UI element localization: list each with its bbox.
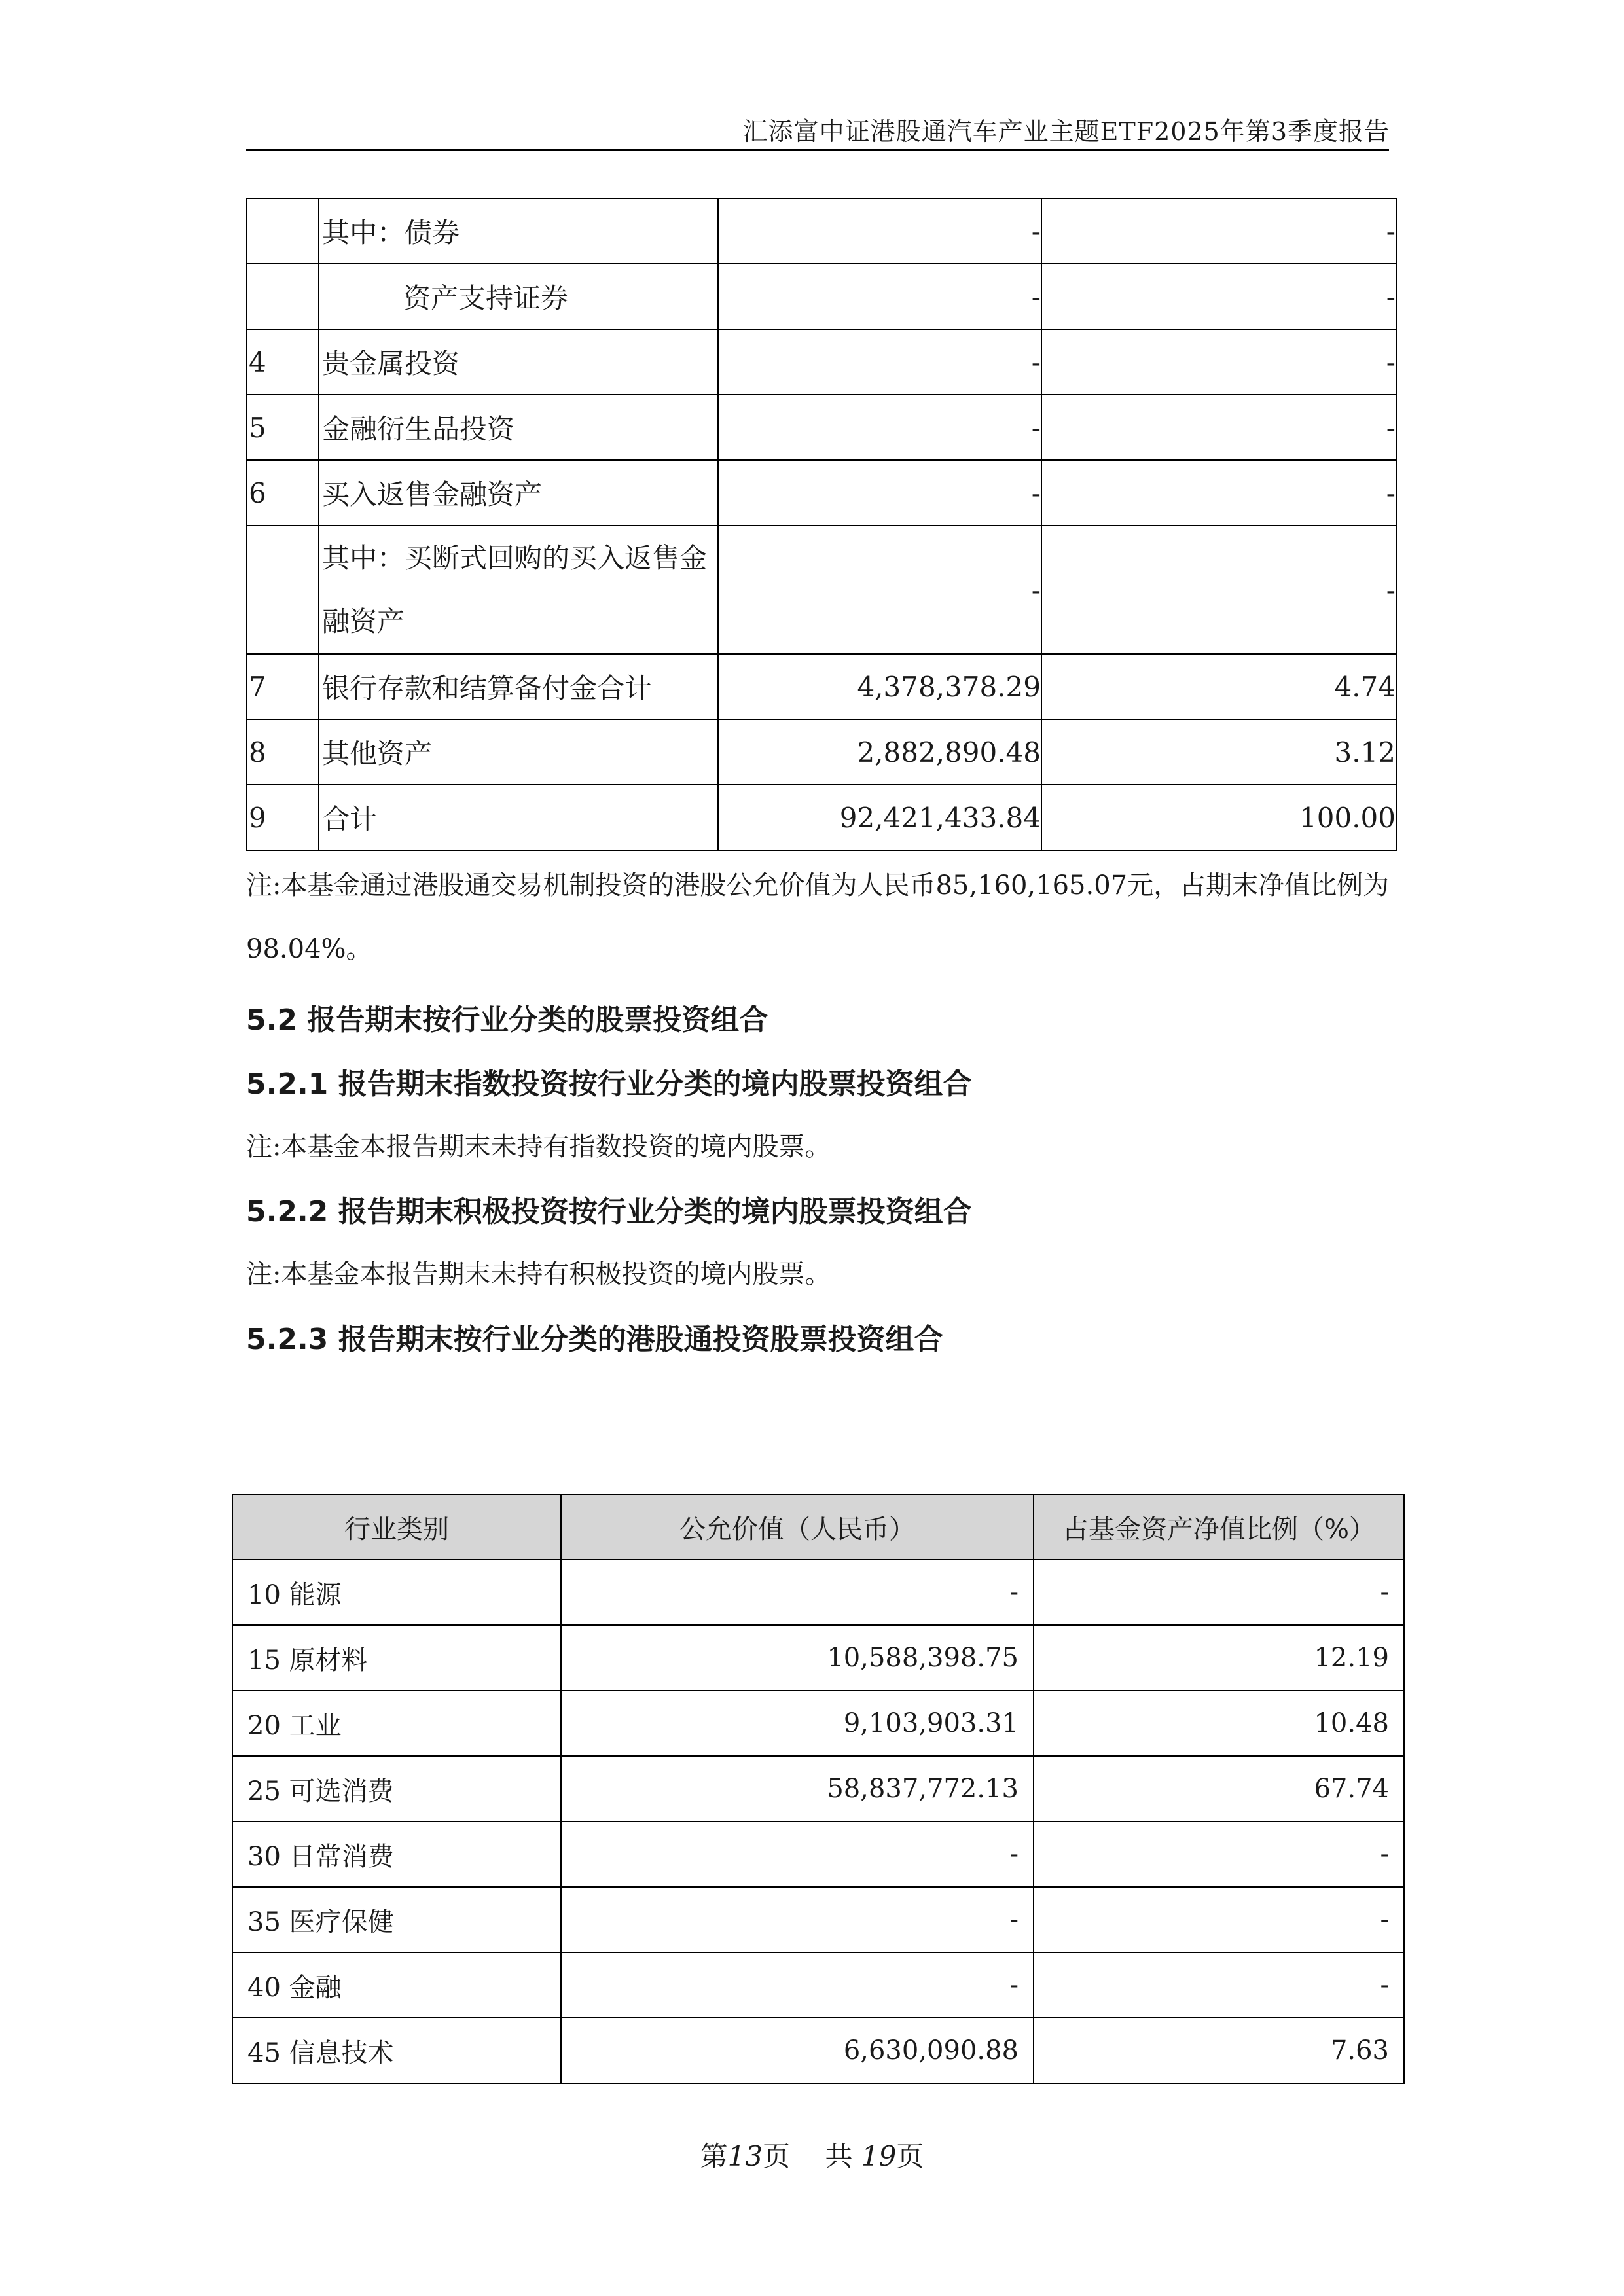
fair-value: - [561,1560,1034,1625]
table-row [232,1625,1404,1691]
asset-item: 贵金属投资 [319,329,718,395]
page-unit: 页 [763,2140,791,2172]
table-row [232,1887,1404,1952]
hk-industry-allocation-table [232,1494,1405,2084]
section-5-2-3-heading: 5.2.3 报告期末按行业分类的港股通投资股票投资组合 [246,1323,943,1356]
row-number [247,264,319,329]
table-header-row [232,1494,1404,1560]
industry-name: 25 可选消费 [232,1756,561,1821]
asset-ratio: - [1041,526,1396,654]
fair-value: 4,378,378.29 [718,654,1041,719]
fair-value: 2,882,890.48 [718,719,1041,785]
net-asset-ratio: - [1034,1887,1404,1952]
table-row [247,654,1396,719]
section-5-2-2-note: 注:本基金本报告期末未持有积极投资的境内股票。 [246,1259,831,1289]
table-row [247,719,1396,785]
section-5-2-1-heading: 5.2.1 报告期末指数投资按行业分类的境内股票投资组合 [246,1067,972,1101]
net-asset-ratio: 7.63 [1034,2018,1404,2083]
report-header-title: 汇添富中证港股通汽车产业主题ETF2025年第3季度报告 [742,117,1390,146]
row-number: 7 [247,654,319,719]
total-pages: 19 [861,2140,897,2172]
table-row [247,198,1396,264]
fair-value: - [561,1887,1034,1952]
industry-name: 10 能源 [232,1560,561,1625]
table-row [247,785,1396,850]
total-unit: 页 [896,2140,924,2172]
fair-value: - [718,526,1041,654]
asset-ratio: - [1041,198,1396,264]
asset-item: 其中：买断式回购的买入返售金融资产 [319,526,718,654]
fair-value: - [561,1821,1034,1887]
table-row [232,1821,1404,1887]
table-row [232,1952,1404,2018]
fair-value: 9,103,903.31 [561,1691,1034,1756]
table-row [247,460,1396,526]
table-row [232,1691,1404,1756]
asset-ratio: - [1041,264,1396,329]
asset-item: 资产支持证券 [319,264,718,329]
industry-name: 15 原材料 [232,1625,561,1691]
fair-value: 58,837,772.13 [561,1756,1034,1821]
table-row [232,2018,1404,2083]
header-divider [246,149,1389,151]
table-row [247,395,1396,460]
row-number: 6 [247,460,319,526]
net-asset-ratio: - [1034,1560,1404,1625]
page-number: 13 [727,2140,763,2172]
net-asset-ratio: 67.74 [1034,1756,1404,1821]
column-header-fair-value: 公允价值（人民币） [561,1494,1034,1560]
asset-item: 其他资产 [319,719,718,785]
fair-value: - [561,1952,1034,2018]
hk-stock-fair-value-note: 注:本基金通过港股通交易机制投资的港股公允价值为人民币85,160,165.07元，占期末净值比例为98.04%。 [246,870,1390,964]
fair-value: 6,630,090.88 [561,2018,1034,2083]
fair-value: - [718,198,1041,264]
section-5-2-1-note: 注:本基金本报告期末未持有指数投资的境内股票。 [246,1132,831,1162]
section-5-2-heading: 5.2 报告期末按行业分类的股票投资组合 [246,1003,768,1037]
row-number [247,198,319,264]
table-row [232,1756,1404,1821]
asset-allocation-table [246,198,1397,851]
asset-ratio: 4.74 [1041,654,1396,719]
industry-name: 30 日常消费 [232,1821,561,1887]
table-row [232,1560,1404,1625]
row-number [247,526,319,654]
row-number: 9 [247,785,319,850]
row-number: 8 [247,719,319,785]
row-number: 5 [247,395,319,460]
fair-value: - [718,460,1041,526]
asset-ratio: 3.12 [1041,719,1396,785]
fair-value: 10,588,398.75 [561,1625,1034,1691]
fair-value: 92,421,433.84 [718,785,1041,850]
asset-item: 银行存款和结算备付金合计 [319,654,718,719]
asset-ratio: - [1041,329,1396,395]
industry-name: 20 工业 [232,1691,561,1756]
asset-ratio: - [1041,460,1396,526]
net-asset-ratio: - [1034,1821,1404,1887]
fair-value: - [718,395,1041,460]
asset-item: 合计 [319,785,718,850]
table-row [247,264,1396,329]
industry-name: 35 医疗保健 [232,1887,561,1952]
fair-value: - [718,329,1041,395]
industry-name: 40 金融 [232,1952,561,2018]
row-number: 4 [247,329,319,395]
asset-item: 金融衍生品投资 [319,395,718,460]
page-footer [0,2135,1624,2174]
asset-ratio: - [1041,395,1396,460]
total-word: 共 [825,2140,853,2172]
asset-ratio: 100.00 [1041,785,1396,850]
net-asset-ratio: 12.19 [1034,1625,1404,1691]
fair-value: - [718,264,1041,329]
table-row [247,526,1396,654]
asset-item: 买入返售金融资产 [319,460,718,526]
industry-name: 45 信息技术 [232,2018,561,2083]
net-asset-ratio: - [1034,1952,1404,2018]
page-word: 第 [700,2140,728,2172]
column-header-ratio: 占基金资产净值比例（%） [1034,1494,1404,1560]
column-header-industry: 行业类别 [232,1494,561,1560]
table-row [247,329,1396,395]
asset-item: 其中：债券 [319,198,718,264]
section-5-2-2-heading: 5.2.2 报告期末积极投资按行业分类的境内股票投资组合 [246,1195,972,1229]
net-asset-ratio: 10.48 [1034,1691,1404,1756]
